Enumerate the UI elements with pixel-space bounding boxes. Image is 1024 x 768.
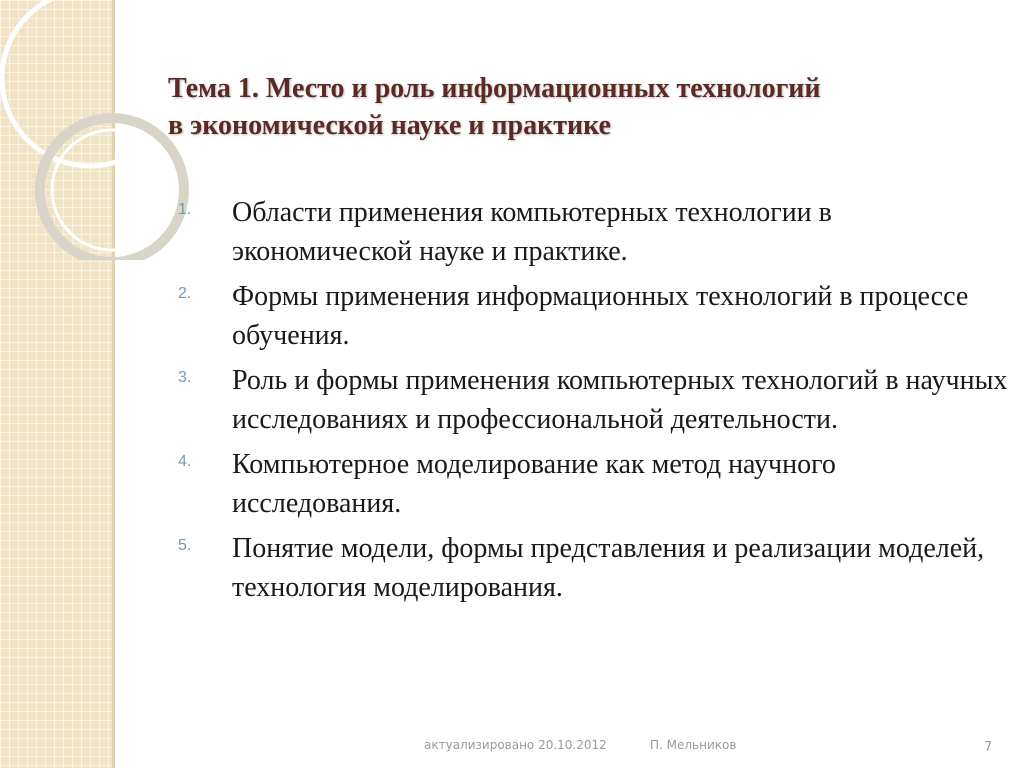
topic-item — [178, 193, 1008, 271]
topic-item — [178, 529, 1008, 607]
topic-number: 1. — [178, 201, 192, 218]
topic-text: Формы применения информационных технологий в процессе обучения. — [232, 281, 969, 351]
topic-number: 5. — [178, 537, 192, 554]
topic-text: Роль и формы применения компьютерных технологий в научных исследованиях и профессиональной деятельности. — [232, 365, 1008, 435]
slide-title — [168, 70, 988, 144]
topic-number: 3. — [178, 369, 192, 386]
topic-item — [178, 277, 1008, 355]
topic-number: 4. — [178, 453, 192, 470]
slide-title-line1: Тема 1. Место и роль информационных технологий — [168, 73, 821, 104]
topic-list — [178, 193, 1008, 613]
decorative-ring-small — [40, 118, 184, 260]
page-number: 7 — [984, 740, 993, 755]
topic-item — [178, 445, 1008, 523]
topic-number: 2. — [178, 285, 192, 302]
topic-item — [178, 361, 1008, 439]
topic-text: Области применения компьютерных технологии в экономической науке и практике. — [232, 197, 832, 267]
footer-author: П. Мельников — [650, 738, 737, 752]
topic-text: Компьютерное моделирование как метод научного исследования. — [232, 449, 836, 519]
footer-date: актуализировано 20.10.2012 — [424, 738, 607, 752]
decorative-ring-large — [2, 0, 178, 166]
topic-text: Понятие модели, формы представления и реализации моделей, технология моделирования. — [232, 533, 985, 603]
decorative-ring-inner — [52, 130, 172, 250]
slide-title-line2: в экономической науке и практике — [168, 110, 611, 141]
